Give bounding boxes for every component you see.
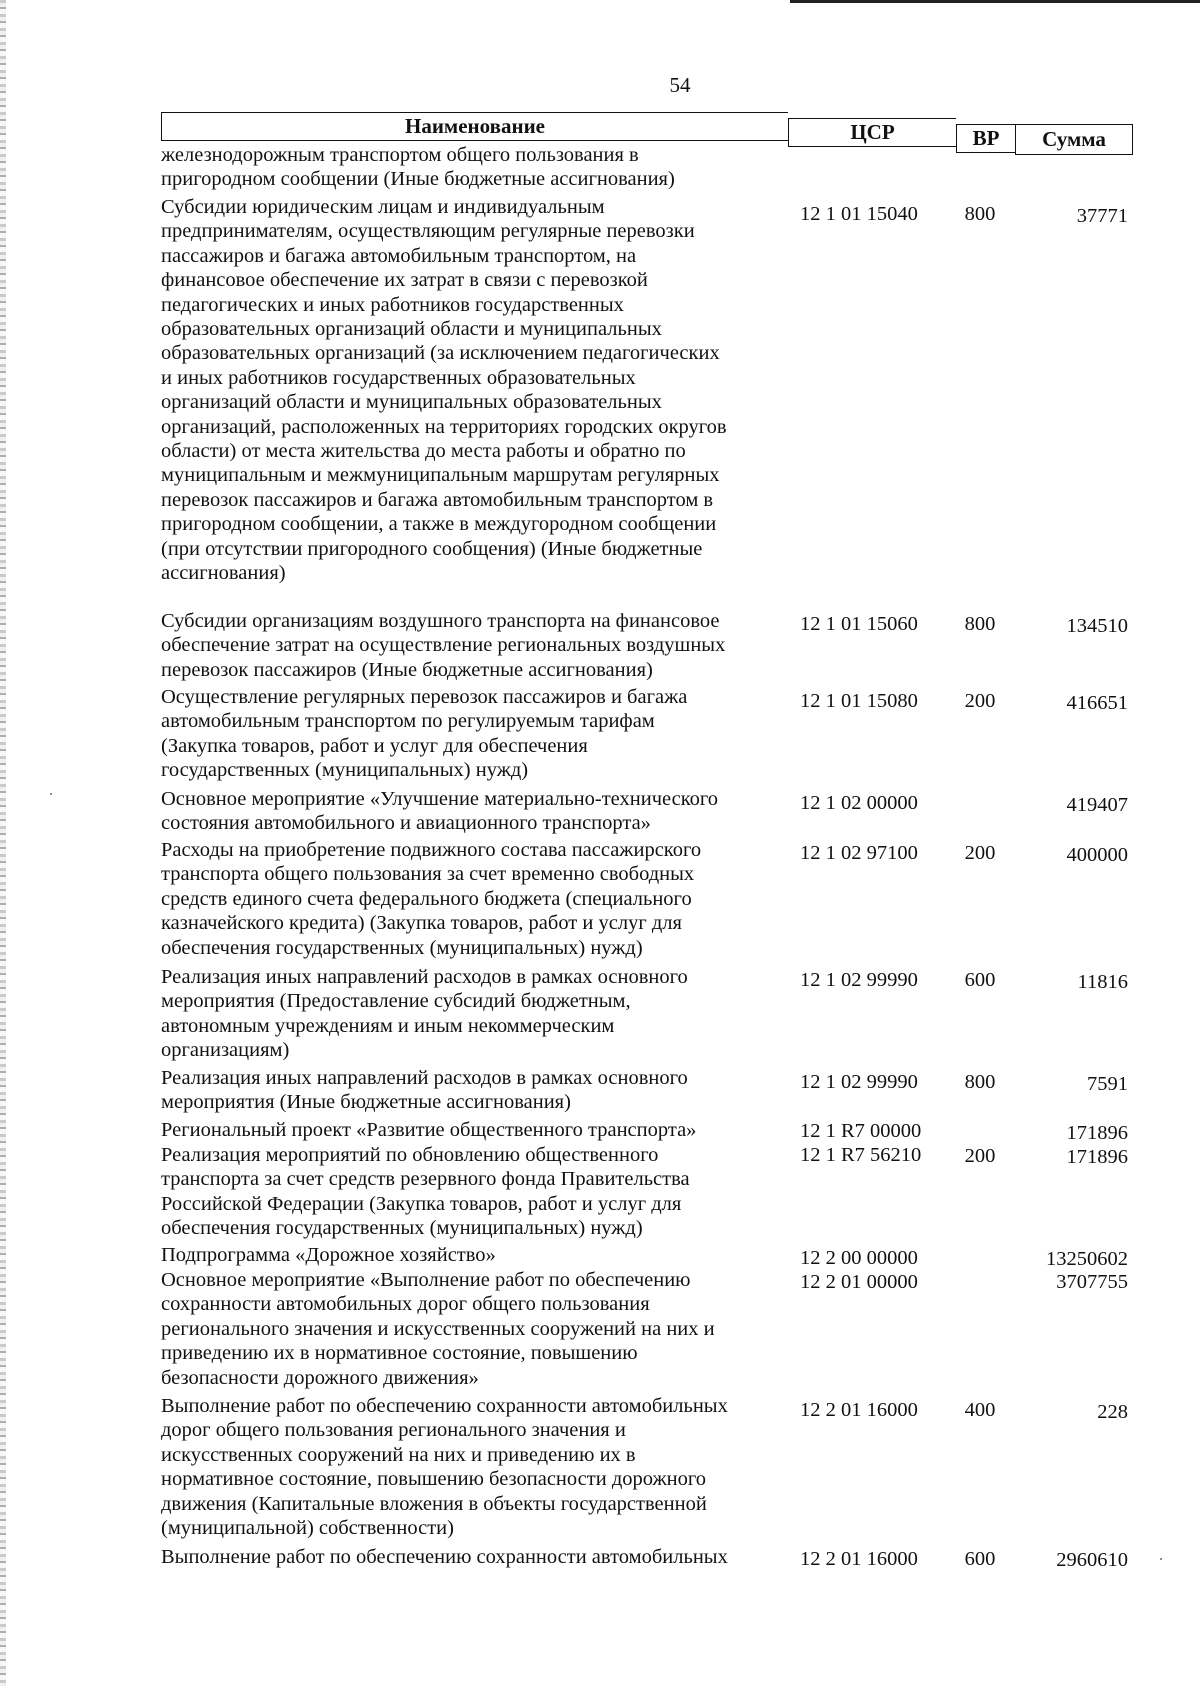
row-sum: 37771 — [1076, 205, 1128, 227]
row-name-line: транспорта общего пользования за счет временно свободных — [161, 863, 695, 886]
row-name-line: организаций, расположенных на территориях городских округов — [161, 415, 727, 438]
row-vr: 200 — [964, 842, 996, 864]
row-name — [161, 1118, 781, 1142]
row-sum: 419407 — [1066, 794, 1128, 816]
row-vr: 200 — [964, 690, 996, 712]
scan-speck — [50, 793, 52, 795]
row-name-line: Осуществление регулярных перевозок пассажиров и багажа — [161, 686, 688, 708]
row-name-line: Основное мероприятие «Выполнение работ по обеспечению — [161, 1269, 691, 1291]
row-csr: 12 2 01 16000 — [800, 1399, 918, 1421]
row-csr: 12 1 02 00000 — [800, 792, 918, 814]
row-name — [161, 965, 781, 1063]
row-name-line: искусственных сооружений на них и приведению их в — [161, 1443, 636, 1466]
row-sum: 13250602 — [1046, 1248, 1128, 1270]
row-name-line: образовательных организаций (за исключением педагогических — [161, 342, 720, 365]
row-csr: 12 1 02 97100 — [800, 842, 918, 864]
header-name: Наименование — [161, 112, 788, 141]
scan-speck — [1160, 1558, 1162, 1560]
row-name-line: регионального значения и искусственных сооружений на них и — [161, 1317, 715, 1340]
row-sum: 171896 — [1066, 1122, 1128, 1144]
row-name-line: Выполнение работ по обеспечению сохранности автомобильных — [161, 1546, 728, 1568]
row-name-line: состояния автомобильного и авиационного транспорта» — [161, 812, 651, 835]
row-name-line: образовательных организаций области и муниципальных — [161, 318, 662, 341]
row-name-line: предпринимателям, осуществляющим регулярные перевозки — [161, 220, 695, 243]
row-sum: 7591 — [1087, 1073, 1128, 1095]
row-vr: 800 — [964, 203, 996, 225]
row-name — [161, 1066, 781, 1115]
row-name-line: обеспечение затрат на осуществление региональных воздушных — [161, 634, 726, 657]
row-name-line: автомобильным транспортом по регулируемым тарифам — [161, 710, 655, 733]
row-name-line: Основное мероприятие «Улучшение материально-технического — [161, 788, 719, 810]
row-name-line: (при отсутствии пригородного сообщения) (Иные бюджетные — [161, 537, 703, 560]
row-sum: 11816 — [1077, 971, 1128, 993]
page-number: 54 — [669, 73, 691, 97]
row-name-line: финансовое обеспечение их затрат в связи с перевозкой — [161, 269, 648, 292]
row-name-line: железнодорожным транспортом общего пользования в — [161, 144, 639, 166]
row-name-line: обеспечения государственных (муниципальных) нужд) — [161, 1217, 643, 1240]
row-name-line: транспорта за счет средств резервного фонда Правительства — [161, 1168, 690, 1191]
row-name-line: Субсидии юридическим лицам и индивидуальным — [161, 196, 605, 218]
row-csr: 12 1 01 15060 — [800, 613, 918, 635]
row-name-line: безопасности дорожного движения» — [161, 1366, 479, 1389]
row-name — [161, 1243, 781, 1267]
row-csr: 12 1 01 15080 — [800, 690, 918, 712]
row-name-line: казначейского кредита) (Закупка товаров, работ и услуг для — [161, 912, 682, 935]
header-sum: Сумма — [1015, 124, 1133, 155]
row-sum: 134510 — [1066, 615, 1128, 637]
row-name-line: дорог общего пользования регионального значения и — [161, 1419, 626, 1442]
row-name — [161, 143, 781, 192]
row-name — [161, 1143, 781, 1241]
row-name — [161, 609, 781, 682]
row-vr: 800 — [964, 1071, 996, 1093]
row-name-line: Расходы на приобретение подвижного состава пассажирского — [161, 839, 702, 861]
row-csr: 12 1 02 99990 — [800, 1071, 918, 1093]
row-vr: 200 — [964, 1145, 996, 1167]
row-name-line: нормативное состояние, повышению безопасности дорожного — [161, 1468, 707, 1491]
row-name-line: Реализация иных направлений расходов в рамках основного — [161, 966, 688, 988]
row-vr: 600 — [964, 969, 996, 991]
row-name-line: Выполнение работ по обеспечению сохранности автомобильных — [161, 1395, 728, 1417]
row-name — [161, 685, 781, 783]
row-name-line: движения (Капитальные вложения в объекты государственной — [161, 1492, 707, 1515]
row-name-line: и иных работников государственных образовательных — [161, 366, 636, 389]
row-name-line: области) от места жительства до места работы и обратно по — [161, 440, 686, 463]
row-sum: 171896 — [1066, 1146, 1128, 1168]
row-name-line: пригородном сообщении (Иные бюджетные ассигнования) — [161, 168, 675, 191]
row-vr: 800 — [964, 613, 996, 635]
row-name-line: муниципальным и межмуниципальным маршрутам регулярных — [161, 464, 720, 487]
row-name-line: педагогических и иных работников государственных — [161, 293, 624, 316]
row-name-line: мероприятия (Иные бюджетные ассигнования) — [161, 1091, 571, 1114]
row-name-line: государственных (муниципальных) нужд) — [161, 759, 529, 782]
row-name-line: Региональный проект «Развитие общественного транспорта» — [161, 1119, 697, 1141]
row-name-line: (муниципальной) собственности) — [161, 1517, 454, 1540]
row-name — [161, 195, 781, 586]
row-sum: 416651 — [1066, 692, 1128, 714]
row-name-line: перевозок пассажиров и багажа автомобильным транспортом в — [161, 488, 714, 511]
row-csr: 12 1 02 99990 — [800, 969, 918, 991]
row-sum: 3707755 — [1056, 1271, 1128, 1293]
row-csr: 12 2 01 16000 — [800, 1548, 918, 1570]
row-sum: 2960610 — [1056, 1549, 1128, 1571]
row-name — [161, 1268, 781, 1390]
row-name-line: приведению их в нормативное состояние, повышению — [161, 1342, 638, 1365]
row-name-line: Субсидии организациям воздушного транспорта на финансовое — [161, 610, 720, 632]
row-name-line: перевозок пассажиров (Иные бюджетные ассигнования) — [161, 658, 653, 681]
row-name-line: автономным учреждениям и иным некоммерческим — [161, 1014, 615, 1037]
row-name — [161, 838, 781, 960]
row-name-line: мероприятия (Предоставление субсидий бюджетным, — [161, 990, 631, 1013]
row-csr: 12 1 01 15040 — [800, 203, 918, 225]
row-name-line: обеспечения государственных (муниципальных) нужд) — [161, 936, 643, 959]
scan-edge-artifact — [0, 0, 6, 1686]
row-name-line: Реализация иных направлений расходов в рамках основного — [161, 1067, 688, 1089]
row-name-line: организаций области и муниципальных образовательных — [161, 391, 662, 414]
header-csr: ЦСР — [788, 118, 956, 147]
row-name-line: Российской Федерации (Закупка товаров, работ и услуг для — [161, 1192, 682, 1215]
row-csr: 12 2 00 00000 — [800, 1247, 918, 1269]
row-name-line: Реализация мероприятий по обновлению общественного — [161, 1144, 659, 1166]
row-name-line: организациям) — [161, 1039, 290, 1062]
row-sum: 400000 — [1066, 844, 1128, 866]
row-name — [161, 1545, 781, 1569]
row-csr: 12 1 R7 00000 — [800, 1120, 922, 1142]
row-name-line: средств единого счета федерального бюджета (специального — [161, 887, 692, 910]
row-csr: 12 2 01 00000 — [800, 1271, 918, 1293]
scan-top-line — [790, 0, 1200, 3]
row-name — [161, 1394, 781, 1540]
row-name-line: ассигнования) — [161, 562, 286, 585]
row-name-line: сохранности автомобильных дорог общего пользования — [161, 1293, 650, 1316]
row-name-line: (Закупка товаров, работ и услуг для обеспечения — [161, 734, 588, 757]
row-vr: 400 — [964, 1399, 996, 1421]
row-name — [161, 787, 781, 836]
row-vr: 600 — [964, 1548, 996, 1570]
row-sum: 228 — [1097, 1401, 1128, 1423]
row-name-line: пригородном сообщении, а также в междугородном сообщении — [161, 513, 717, 536]
header-vr: ВР — [956, 124, 1015, 153]
row-name-line: Подпрограмма «Дорожное хозяйство» — [161, 1244, 496, 1266]
row-name-line: пассажиров и багажа автомобильным транспортом, на — [161, 244, 637, 267]
row-csr: 12 1 R7 56210 — [800, 1144, 922, 1166]
